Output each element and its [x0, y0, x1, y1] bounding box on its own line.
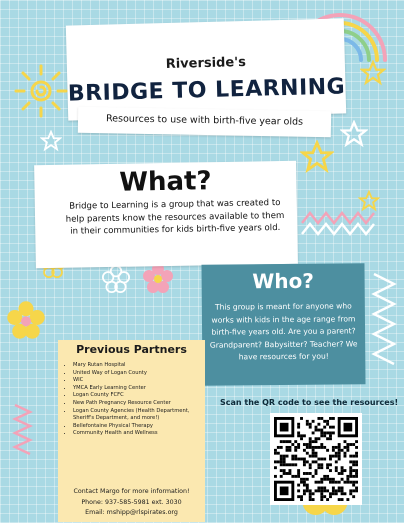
zigzag-doodle-icon: [10, 400, 50, 460]
flower-doodle-icon: [102, 265, 130, 293]
header-card: [66, 18, 346, 120]
contact-info: [58, 487, 205, 519]
flower-doodle-icon: [142, 262, 174, 294]
flower-doodle-icon: [6, 300, 46, 340]
list-item: • Community Health and Wellness: [73, 430, 201, 438]
list-item: • WIC: [73, 377, 201, 385]
contact-phone: Phone: 937-585-5981 ext. 3030: [81, 498, 182, 506]
what-card: [34, 161, 298, 269]
qr-label: Scan the QR code to see the resources!: [220, 398, 399, 407]
qr-code-icon: [274, 417, 358, 501]
star-doodle-icon: [40, 130, 62, 152]
header-pretitle: Riverside's: [165, 54, 247, 73]
list-item: • Logan County FCFC: [73, 392, 201, 400]
list-item: • New Path Pregnancy Resource Center: [73, 400, 201, 408]
list-item: • Bellefontaine Physical Therapy: [73, 423, 201, 431]
who-card: [201, 263, 365, 385]
header-subtitle-strip: [78, 107, 331, 137]
sun-doodle-icon: [10, 60, 72, 122]
list-item: • United Way of Logan County: [73, 370, 201, 378]
star-doodle-icon: [340, 120, 368, 148]
zigzag-doodle-icon: [366, 270, 402, 380]
page-title: BRIDGE TO LEARNING: [67, 74, 346, 107]
what-body: Bridge to Learning is a group that was created to help parents know the resources available to them in their communities for kids birth-five years old.: [65, 198, 285, 237]
partners-list: [64, 362, 201, 438]
list-item: • YMCA Early Learning Center: [73, 385, 201, 393]
who-heading: Who?: [252, 268, 315, 294]
zigzag-doodle-icon: [300, 208, 380, 238]
qr-code[interactable]: [270, 413, 362, 505]
list-item: • Logan County Agencies (Health Department, Sheriff's Department, and more!): [73, 408, 201, 423]
what-heading: What?: [119, 166, 212, 198]
contact-email[interactable]: Email: mshipp@rlspirates.org: [85, 509, 178, 516]
partners-card: [58, 340, 205, 522]
list-item: • Mary Rutan Hospital: [73, 362, 201, 370]
header-subtitle: Resources to use with birth-five year olds: [105, 113, 304, 128]
contact-line: Contact Margo for more information!: [73, 488, 190, 495]
who-body: This group is meant for anyone who works with kids in the age range from birth-five years old. Are you a parent? Grandparent? Babysitter? Teacher? We have resources for you!: [209, 301, 358, 362]
star-doodle-icon: [360, 60, 386, 86]
star-doodle-icon: [300, 140, 334, 174]
partners-heading: Previous Partners: [76, 343, 187, 356]
